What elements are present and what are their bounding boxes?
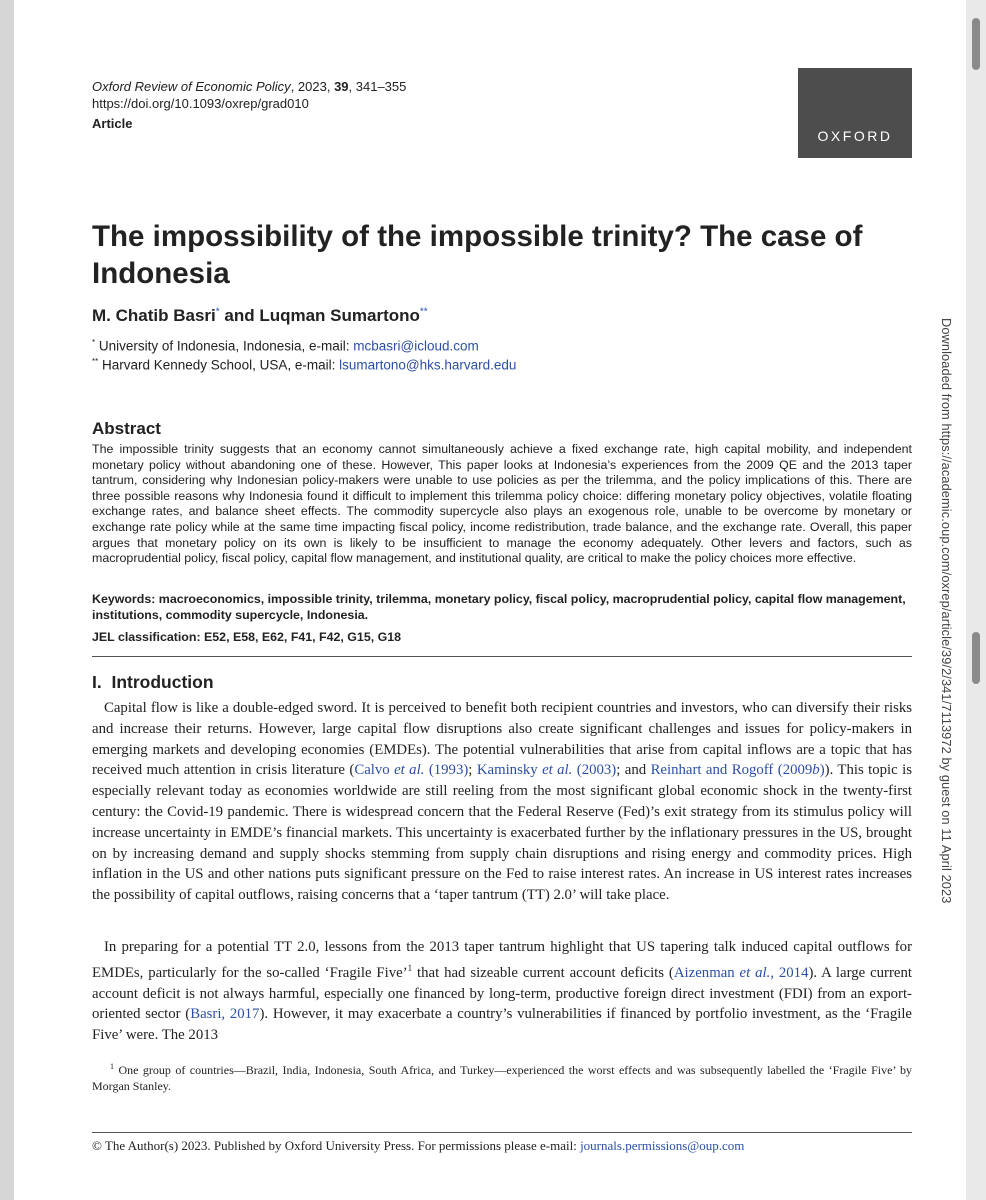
section-title: Introduction [111, 672, 214, 692]
keywords-label: Keywords: [92, 592, 156, 606]
affiliation-2-text: Harvard Kennedy School, USA, e-mail: [98, 357, 340, 373]
journal-volume: 39 [334, 79, 349, 94]
journal-name: Oxford Review of Economic Policy [92, 79, 291, 94]
copyright-text: © The Author(s) 2023. Published by Oxford University Press. For permissions please e-mail: [92, 1138, 581, 1153]
download-note: Downloaded from https://academic.oup.com/oxrep/article/39/2/341/7113972 by guest on 11 April 2023 [939, 318, 954, 904]
footnote-text: One group of countries—Brazil, India, Indonesia, South Africa, and Turkey—experienced the worst effects and was subsequently labelled the ‘Fragile Five’ by Morgan Stanley. [92, 1063, 912, 1093]
citation-year: (2003) [572, 762, 617, 779]
citation-author: Aizenman [673, 964, 740, 981]
citation-reinhart-rogoff[interactable] [651, 762, 825, 778]
intro-paragraph-2 [92, 937, 912, 1046]
citation-author: Kaminsky [476, 762, 543, 779]
citation-kaminsky[interactable] [477, 762, 616, 778]
abstract-text: The impossible trinity suggests that an economy cannot simultaneously achieve a fixed exchange rate, high capital mobility, and independent monetary policy without abandoning one of these. However, This paper looks at Indonesia’s experiences from the 2009 QE and the 2013 taper tantrum, considering why Indonesian policy-makers were unable to use policies as per the trilemma, and the policy implications of this. There are three possible reasons why Indonesia found it difficult to implement this trilemma policy choice: differing monetary policy objectives, volatile floating exchange rates, and balance sheet effects. The commodity supercycle also plays an exogenous role, unable to be overcome by monetary or exchange rate policy while at the same time impacting fiscal policy, income redistribution, trade balance, and the exchange rate. Overall, this paper argues that monetary policy on its own is likely to be insufficient to manage the economy adequately. Other levers and factors, such as macroprudential policy, fiscal policy, capital flow management, and institutional quality, are critical to make the policy choices more effective. [92, 442, 912, 566]
body-text: In preparing for a potential TT 2.0, lessons from the 2013 taper tantrum highlight that US tapering talk induced capital outflows for EMDEs, particularly for the so-called ‘Fragile Five’ [92, 939, 912, 981]
download-watermark [940, 318, 954, 968]
jel-codes: E52, E58, E62, F41, F42, G15, G18 [200, 630, 402, 644]
body-text: ). A large current account deficit is not always harmful, especially one financed by long-term, productive foreign direct investment (FDI) from an export-oriented sector ( [92, 964, 912, 1023]
affiliation-2-email[interactable]: lsumartono@hks.harvard.edu [339, 357, 517, 373]
doi-link[interactable]: https://doi.org/10.1093/oxrep/grad010 [92, 96, 309, 111]
author-1-mark: * [215, 306, 220, 318]
citation-etal: et al. [542, 762, 573, 779]
body-text: ; and [616, 762, 651, 779]
vertical-scrollbar[interactable] [966, 0, 986, 1200]
oxford-logo [798, 68, 912, 158]
citation-aizenman[interactable] [674, 965, 809, 981]
author-1: M. Chatib Basri [92, 306, 216, 325]
paper-page [14, 0, 966, 1200]
affiliation-2-mark: ** [92, 357, 99, 366]
affiliation-1-email[interactable]: mcbasri@icloud.com [353, 338, 479, 354]
body-text: ). However, it may exacerbate a country’s vulnerabilities if financed by portfolio investment, as the ‘Fragile Five’ were. The 2013 [92, 1006, 913, 1044]
journal-year: , 2023, [290, 79, 335, 94]
citation-basri[interactable]: Basri, 2017 [190, 1006, 260, 1023]
jel-classification [92, 630, 401, 644]
section-heading [92, 672, 214, 693]
body-text: ; [468, 762, 477, 779]
citation-suffix: b [812, 762, 820, 779]
paper-title: The impossibility of the impossible trinity? The case of Indonesia [92, 220, 863, 290]
footnote [92, 1059, 912, 1094]
intro-paragraph-1 [92, 698, 912, 906]
jel-label: JEL classification: [92, 630, 201, 644]
article-type: Article [92, 116, 133, 131]
body-text: ). This topic is especially relevant today as economies worldwide are still reeling from the most significant global economic shock in the twenty-first century: the Covid-19 pandemic. There is widespread concern that the Federal Reserve (Fed)’s exit strategy from its stimulus policy will increase uncertainty in EMDE’s financial markets. This uncertainty is exacerbated further by the inflationary pressures in the US, brought on by increasing demand and supply shocks stemming from supply chain disruptions and rising energy and commodity prices. High inflation in the US and other nations puts significant pressure on the Fed to raise interest rates. An increase in US interest rates increases the possibility of capital outflows, raising concerns that a ‘taper tantrum (TT) 2.0’ will take place. [92, 762, 913, 904]
body-text: that had sizeable current account deficits ( [412, 964, 674, 981]
affiliation-1 [92, 338, 479, 354]
journal-citation [92, 78, 406, 95]
author-2: Luqman Sumartono [259, 306, 420, 325]
citation-calvo[interactable] [354, 762, 468, 778]
permissions-email[interactable]: journals.permissions@oup.com [580, 1138, 745, 1153]
citation-year: (1993) [424, 762, 469, 779]
citation-etal: et al. [739, 964, 771, 981]
affiliation-1-mark: * [92, 338, 96, 347]
keywords [92, 592, 912, 623]
author-conjunction: and [219, 306, 260, 325]
footer-divider [92, 1132, 912, 1133]
citation-etal: et al. [394, 762, 425, 779]
citation-author: Calvo [354, 762, 395, 779]
keywords-text: macroeconomics, impossible trinity, trilemma, monetary policy, fiscal policy, macroprudential policy, capital flow management, institutions, commodity supercycle, Indonesia. [92, 592, 906, 622]
body-text: Capital flow is like a double-edged sword. It is perceived to benefit both recipient countries and investors, who can diversify their risks and increase their returns. However, large capital flow disruptions also create significant challenges and issues for policy-makers in emerging markets and developing economies (EMDEs). The potential vulnerabilities that arise from capital inflows are a topic that has received much attention in crisis literature ( [92, 700, 912, 779]
footnote-mark: 1 [110, 1062, 114, 1071]
citation-author: Reinhart and Rogoff (2009 [650, 762, 813, 779]
author-2-mark: ** [419, 306, 428, 318]
scrollbar-thumb[interactable] [972, 632, 980, 684]
affiliation-2 [92, 357, 516, 373]
journal-pages: , 341–355 [348, 79, 407, 94]
citation-close: ) [819, 762, 825, 779]
affiliation-1-text: University of Indonesia, Indonesia, e-mail: [95, 338, 354, 354]
copyright-footer [92, 1138, 744, 1154]
section-number: I. [92, 672, 102, 692]
authors [92, 306, 428, 326]
abstract-heading: Abstract [92, 419, 161, 438]
scrollbar-thumb-top[interactable] [972, 18, 980, 70]
citation-year: , 2014 [770, 964, 809, 981]
section-divider [92, 656, 912, 657]
footnote-ref[interactable]: 1 [407, 962, 413, 973]
oxford-logo-text: OXFORD [817, 128, 893, 144]
